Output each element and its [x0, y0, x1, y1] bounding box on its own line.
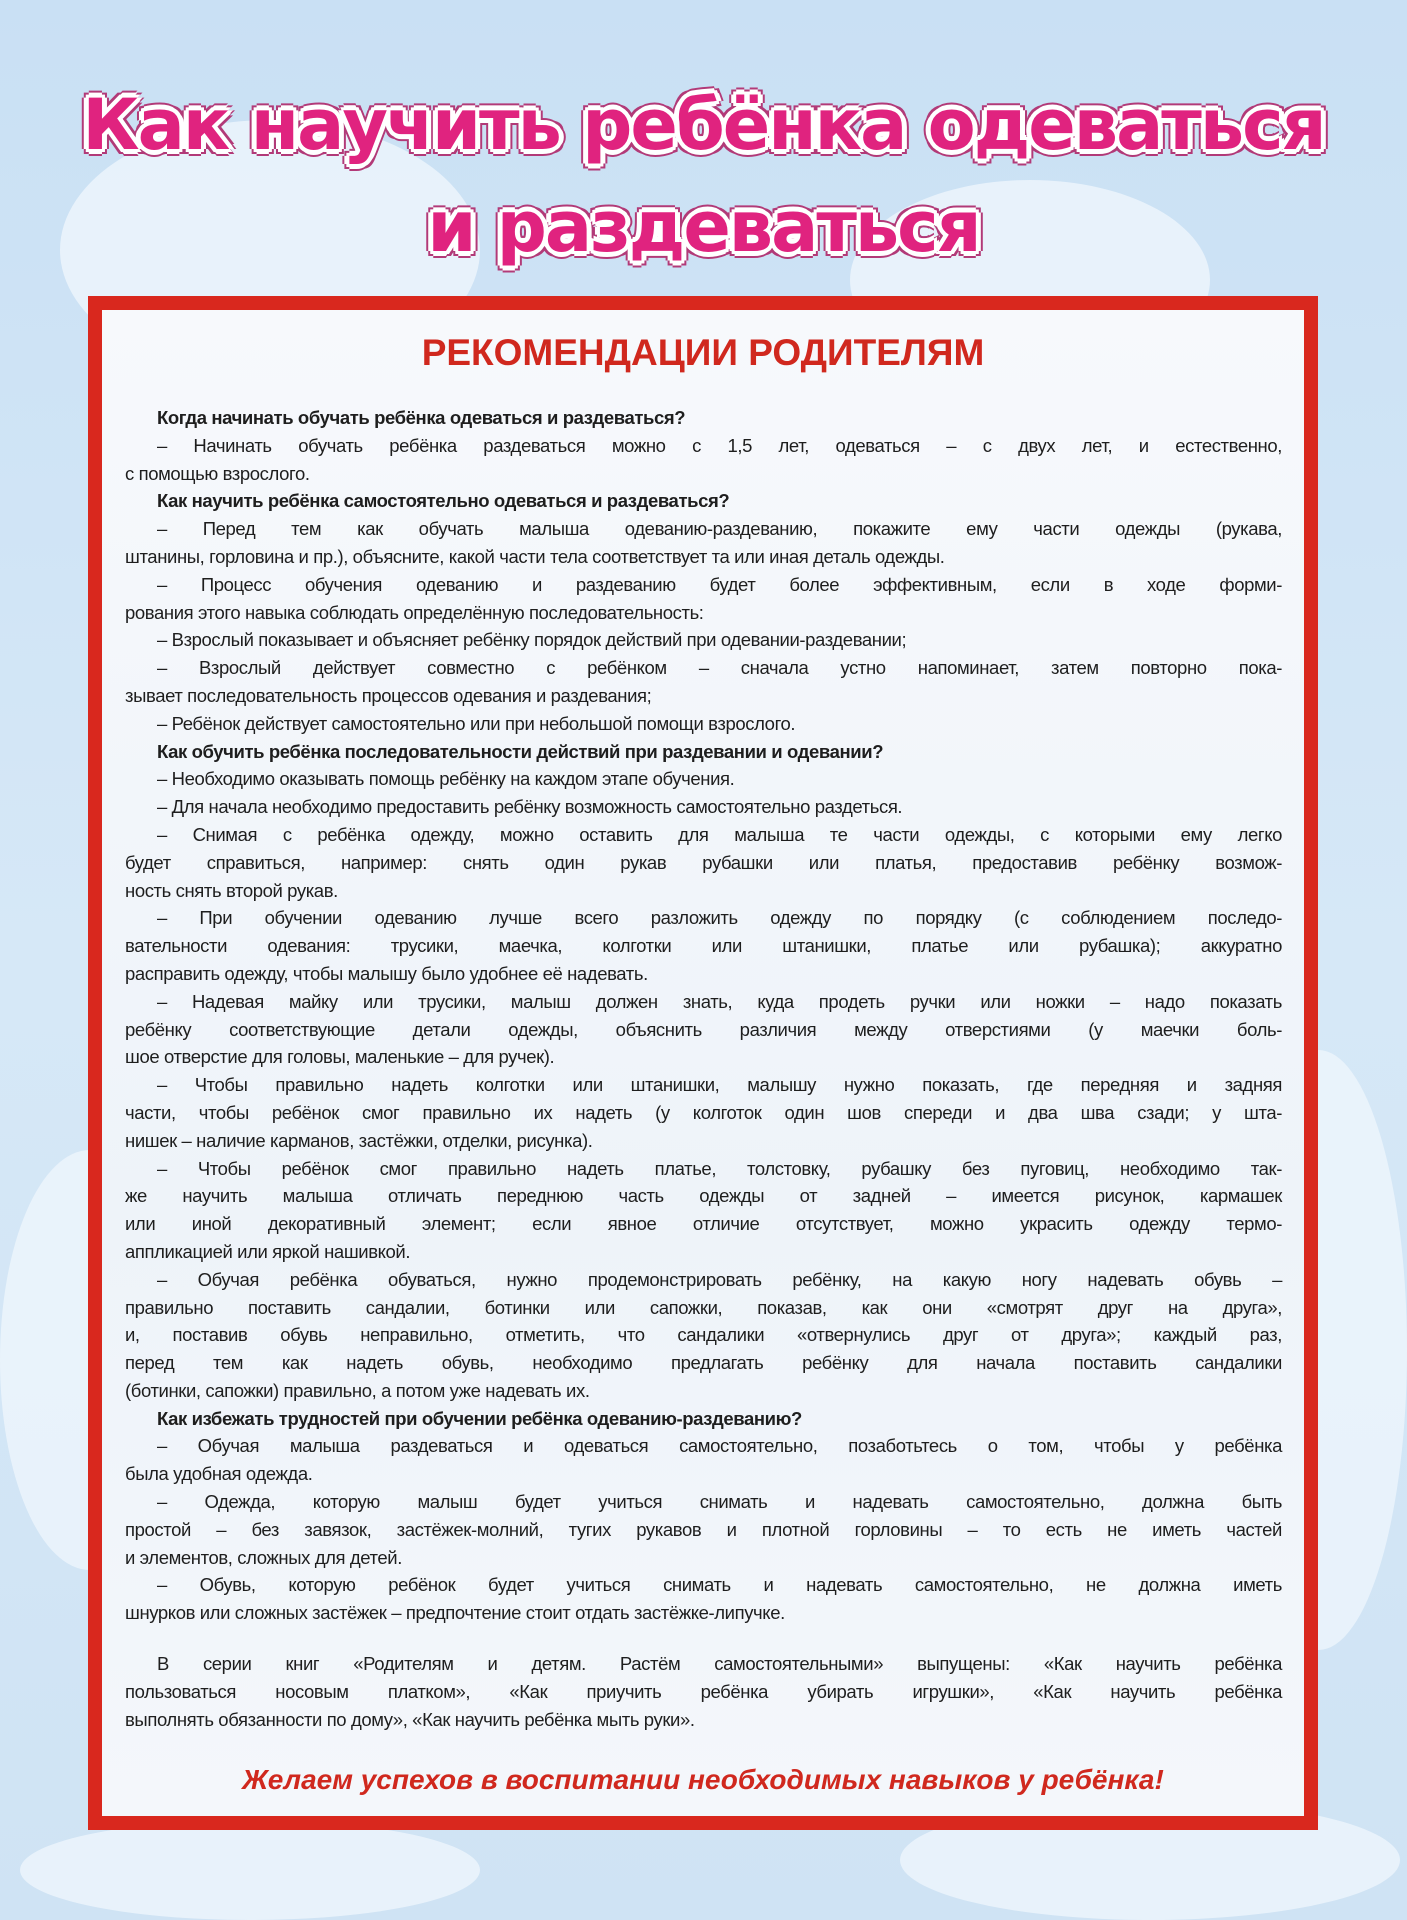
text-line: аппликацией или яркой нашивкой.: [125, 1240, 411, 1262]
text-line: – Снимая с ребёнка одежду, можно оставить для малыша те части одежды, с которыми ему легко: [157, 823, 1282, 845]
book-series-note: [125, 1650, 1282, 1733]
text-line: – Чтобы ребёнок смог правильно надеть платье, толстовку, рубашку без пуговиц, необходимо так-: [157, 1157, 1282, 1179]
text-line: части, чтобы ребёнок смог правильно их надеть (у колготок один шов спереди и два шва сзади; у шта-: [125, 1101, 1282, 1123]
paragraph: [125, 765, 1282, 793]
text-line: правильно поставить сандалии, ботинки или сапожки, показав, как они «смотрят друг на друга»,: [125, 1296, 1282, 1318]
text-line: – Обувь, которую ребёнок будет учиться снимать и надевать самостоятельно, не должна иметь: [157, 1574, 1282, 1596]
text-line: или иной декоративный элемент; если явное отличие отсутствует, можно украсить одежду термо-: [125, 1213, 1282, 1235]
paragraph: [125, 988, 1282, 1071]
text-line: – Перед тем как обучать малыша одеванию-раздеванию, покажите ему части одежды (рукава,: [157, 518, 1282, 540]
question-heading: [125, 1405, 1282, 1433]
text-line: рования этого навыка соблюдать определённую последовательность:: [125, 601, 704, 623]
text-line: – Необходимо оказывать помощь ребёнку на каждом этапе обучения.: [157, 768, 735, 790]
text-line: – Чтобы правильно надеть колготки или штанишки, малышу нужно показать, где передняя и задняя: [157, 1074, 1282, 1096]
text-line: Когда начинать обучать ребёнка одеваться и раздеваться?: [157, 407, 686, 428]
text-line: пользоваться носовым платком», «Как приучить ребёнка убирать игрушки», «Как научить ребёнка: [125, 1680, 1282, 1702]
text-line: шое отверстие для головы, маленькие – для ручек).: [125, 1046, 555, 1068]
paragraph: [125, 1266, 1282, 1405]
paragraph: [125, 710, 1282, 738]
section-title: РЕКОМЕНДАЦИИ РОДИТЕЛЯМ: [421, 332, 985, 373]
paragraph: [125, 654, 1282, 710]
text-line: простой – без завязок, застёжек-молний, тугих рукавов и плотной горловины – то есть не иметь частей: [125, 1518, 1282, 1540]
text-line: была удобная одежда.: [125, 1463, 313, 1485]
text-line: – Обучая ребёнка обуваться, нужно продемонстрировать ребёнку, на какую ногу надевать обувь –: [157, 1268, 1282, 1290]
poster-title-line2: и раздеваться: [427, 186, 980, 268]
text-line: – При обучении одеванию лучше всего разложить одежду по порядку (с соблюдением последо-: [157, 907, 1282, 929]
paragraph: [125, 1155, 1282, 1266]
text-line: ность снять второй рукав.: [125, 879, 338, 901]
question-heading: [125, 738, 1282, 766]
text-line: штанины, горловина и пр.), объясните, какой части тела соответствует та или иная деталь одежды.: [125, 545, 945, 567]
paragraph: [125, 1071, 1282, 1154]
paragraph: [125, 821, 1282, 904]
text-line: – Взрослый показывает и объясняет ребёнку порядок действий при одевании-раздевании;: [157, 629, 907, 651]
paragraph: [125, 1432, 1282, 1488]
poster-title-line1: Как научить ребёнка одеваться: [82, 84, 1325, 166]
text-line: Как научить ребёнка самостоятельно одеваться и раздеваться?: [157, 490, 730, 512]
footer-wish: Желаем успехов в воспитании необходимых навыков у ребёнка!: [242, 1764, 1164, 1795]
text-line: и, поставив обувь неправильно, отметить, что сандалики «отвернулись друг от друга»; каждый раз,: [125, 1324, 1282, 1346]
text-line: с помощью взрослого.: [125, 462, 310, 484]
paragraph: [125, 1571, 1282, 1627]
text-line: вательности одевания: трусики, маечка, колготки или штанишки, платье или рубашка); аккуратно: [125, 935, 1282, 957]
paragraph: [125, 571, 1282, 627]
text-line: шнурков или сложных застёжек – предпочтение стоит отдать застёжке-липучке.: [125, 1602, 785, 1624]
text-line: – Обучая малыша раздеваться и одеваться самостоятельно, позаботьтесь о том, чтобы у ребёнка: [157, 1435, 1282, 1457]
text-line: Как обучить ребёнка последовательности действий при раздевании и одевании?: [157, 740, 884, 762]
text-line: – Для начала необходимо предоставить ребёнку возможность самостоятельно раздеться.: [157, 796, 903, 818]
text-line: перед тем как надеть обувь, необходимо предлагать ребёнку для начала поставить сандалики: [125, 1352, 1282, 1374]
paragraph: [125, 626, 1282, 654]
text-line: Как избежать трудностей при обучении ребёнка одеванию-раздеванию?: [157, 1407, 802, 1429]
text-line: выполнять обязанности по дому», «Как научить ребёнка мыть руки».: [125, 1708, 695, 1730]
question-heading: [125, 404, 1282, 432]
article-body: [125, 404, 1282, 1733]
text-line: – Ребёнок действует самостоятельно или при небольшой помощи взрослого.: [157, 712, 796, 734]
question-heading: [125, 487, 1282, 515]
text-line: – Процесс обучения одеванию и раздеванию будет более эффективным, если в ходе форми-: [157, 573, 1282, 595]
text-line: (ботинки, сапожки) правильно, а потом уже надевать их.: [125, 1379, 590, 1401]
paragraph: [125, 904, 1282, 987]
text-line: же научить малыша отличать переднюю часть одежды от задней – имеется рисунок, кармашек: [125, 1185, 1282, 1207]
text-line: В серии книг «Родителям и детям. Растём самостоятельными» выпущены: «Как научить ребёнка: [157, 1653, 1282, 1675]
text-line: – Взрослый действует совместно с ребёнком – сначала устно напоминает, затем повторно пока-: [157, 657, 1282, 679]
paragraph: [125, 515, 1282, 571]
text-line: зывает последовательность процессов одевания и раздевания;: [125, 684, 652, 706]
text-line: нишек – наличие карманов, застёжки, отделки, рисунка).: [125, 1129, 593, 1151]
cloud-decoration: [20, 1820, 480, 1920]
paragraph: [125, 432, 1282, 488]
text-line: расправить одежду, чтобы малышу было удобнее её надевать.: [125, 962, 648, 984]
text-line: будет справиться, например: снять один рукав рубашки или платья, предоставив ребёнку возмож-: [125, 851, 1282, 873]
text-line: и элементов, сложных для детей.: [125, 1546, 402, 1568]
text-line: – Начинать обучать ребёнка раздеваться можно с 1,5 лет, одеваться – с двух лет, и естественно,: [157, 434, 1282, 456]
paragraph: [125, 1488, 1282, 1571]
text-line: ребёнку соответствующие детали одежды, объяснить различия между отверстиями (у маечки боль-: [125, 1018, 1282, 1040]
paragraph: [125, 793, 1282, 821]
text-line: – Надевая майку или трусики, малыш должен знать, куда продеть ручки или ножки – надо показать: [157, 990, 1282, 1012]
text-line: – Одежда, которую малыш будет учиться снимать и надевать самостоятельно, должна быть: [157, 1491, 1282, 1513]
